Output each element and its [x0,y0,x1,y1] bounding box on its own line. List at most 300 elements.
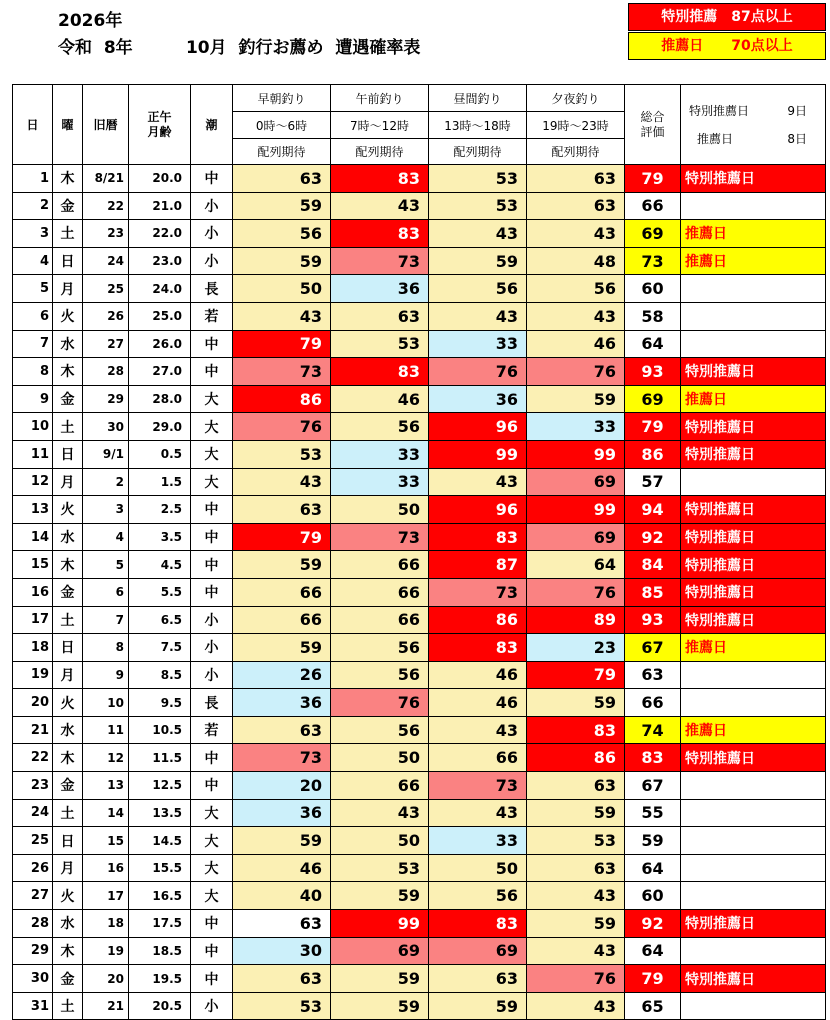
weekday-cell: 金 [53,772,83,800]
period-score-cell: 33 [429,330,527,358]
period-score-cell: 43 [429,220,527,248]
period-score-cell: 73 [331,247,429,275]
tide-cell: 長 [191,275,233,303]
total-score-cell: 63 [625,661,681,689]
lunar-date-cell: 23 [83,220,129,248]
weekday-cell: 木 [53,165,83,193]
header-era-year: 8年 [103,38,133,58]
period-score-cell: 56 [331,634,429,662]
day-cell: 30 [13,965,53,993]
period-score-cell: 36 [331,275,429,303]
period-score-cell: 53 [527,827,625,855]
recommendation-label-cell [681,689,826,717]
weekday-cell: 火 [53,302,83,330]
period-score-cell: 63 [233,965,331,993]
period-score-cell: 66 [331,606,429,634]
count-special-label: 特別推薦日 [689,103,750,118]
tide-cell: 長 [191,689,233,717]
recommendation-label-cell: 特別推薦日 [681,965,826,993]
table-row [13,192,826,220]
lunar-date-cell: 10 [83,689,129,717]
count-special-value: 9日 [787,103,807,118]
lunar-date-cell: 18 [83,910,129,938]
total-score-cell: 67 [625,772,681,800]
tide-cell: 中 [191,523,233,551]
lunar-date-cell: 19 [83,937,129,965]
period-score-cell: 46 [233,854,331,882]
moon-age-cell: 27.0 [129,358,191,386]
lunar-date-cell: 30 [83,413,129,441]
period-score-cell: 59 [331,882,429,910]
period-score-cell: 43 [331,799,429,827]
lunar-date-cell: 28 [83,358,129,386]
recommendation-label-cell: 特別推薦日 [681,606,826,634]
moon-age-header-line1: 正午 [147,109,172,124]
period-score-cell: 46 [429,689,527,717]
weekday-cell: 日 [53,634,83,662]
table-row [13,689,826,717]
period-time-header: 0時～6時 [233,112,331,139]
day-cell: 7 [13,330,53,358]
period-score-cell: 73 [429,772,527,800]
moon-age-cell: 8.5 [129,661,191,689]
period-score-cell: 50 [429,854,527,882]
total-score-cell: 69 [625,220,681,248]
recommendation-label-cell: 特別推薦日 [681,578,826,606]
day-cell: 13 [13,496,53,524]
tide-cell: 中 [191,744,233,772]
total-score-cell: 58 [625,302,681,330]
table-row [13,468,826,496]
total-score-cell: 79 [625,413,681,441]
total-score-cell: 73 [625,247,681,275]
table-row [13,302,826,330]
period-score-cell: 43 [331,192,429,220]
period-score-cell: 87 [429,551,527,579]
period-score-cell: 53 [429,192,527,220]
period-score-cell: 50 [331,744,429,772]
period-score-cell: 83 [331,220,429,248]
header-month: 10月 [185,38,227,58]
weekday-cell: 火 [53,689,83,717]
weekday-cell: 水 [53,910,83,938]
table-row [13,661,826,689]
moon-age-cell: 20.0 [129,165,191,193]
moon-age-cell: 20.5 [129,992,191,1020]
lunar-date-cell: 4 [83,523,129,551]
day-cell: 23 [13,772,53,800]
recommendation-label-cell: 推薦日 [681,220,826,248]
moon-age-cell: 23.0 [129,247,191,275]
day-cell: 19 [13,661,53,689]
moon-age-cell: 29.0 [129,413,191,441]
period-score-cell: 59 [331,965,429,993]
weekday-cell: 木 [53,358,83,386]
period-score-cell: 59 [429,992,527,1020]
period-score-cell: 99 [527,440,625,468]
lunar-date-cell: 15 [83,827,129,855]
tide-cell: 大 [191,799,233,827]
period-score-cell: 56 [429,275,527,303]
lunar-date-cell: 11 [83,716,129,744]
tide-cell: 若 [191,302,233,330]
lunar-date-cell: 26 [83,302,129,330]
period-score-cell: 66 [331,578,429,606]
period-score-cell: 66 [331,772,429,800]
lunar-date-cell: 9 [83,661,129,689]
table-row [13,744,826,772]
period-score-cell: 33 [331,468,429,496]
total-score-cell: 59 [625,827,681,855]
table-row [13,385,826,413]
period-score-cell: 59 [233,551,331,579]
period-name-header: 夕夜釣り [527,85,625,112]
moon-age-header-line2: 月齢 [147,124,172,139]
period-name-header: 昼間釣り [429,85,527,112]
tide-cell: 小 [191,192,233,220]
header-year: 2026年 [58,11,123,31]
period-score-cell: 59 [527,799,625,827]
period-score-cell: 59 [233,247,331,275]
total-score-cell: 84 [625,551,681,579]
moon-age-cell: 9.5 [129,689,191,717]
period-score-cell: 69 [331,937,429,965]
table-row [13,330,826,358]
total-score-cell: 60 [625,275,681,303]
total-score-cell: 92 [625,523,681,551]
day-cell: 12 [13,468,53,496]
period-score-cell: 83 [331,358,429,386]
period-score-cell: 99 [331,910,429,938]
period-score-cell: 59 [527,385,625,413]
weekday-cell: 水 [53,716,83,744]
period-score-cell: 43 [233,468,331,496]
tide-cell: 大 [191,440,233,468]
period-score-cell: 69 [429,937,527,965]
day-cell: 26 [13,854,53,882]
period-score-cell: 69 [527,523,625,551]
recommendation-label-cell: 特別推薦日 [681,523,826,551]
col-day-header: 日 [13,85,53,165]
day-cell: 5 [13,275,53,303]
table-row [13,716,826,744]
period-score-cell: 53 [331,330,429,358]
weekday-cell: 火 [53,496,83,524]
lunar-date-cell: 24 [83,247,129,275]
period-score-cell: 99 [429,440,527,468]
tide-cell: 大 [191,854,233,882]
moon-age-cell: 7.5 [129,634,191,662]
lunar-date-cell: 20 [83,965,129,993]
day-cell: 15 [13,551,53,579]
lunar-date-cell: 5 [83,551,129,579]
recommendation-label-cell: 特別推薦日 [681,358,826,386]
total-score-cell: 65 [625,992,681,1020]
weekday-cell: 木 [53,744,83,772]
tide-cell: 中 [191,496,233,524]
period-score-cell: 53 [233,992,331,1020]
total-score-cell: 66 [625,192,681,220]
table-row [13,578,826,606]
recommendation-label-cell [681,799,826,827]
weekday-cell: 土 [53,413,83,441]
period-score-cell: 83 [331,165,429,193]
moon-age-cell: 18.5 [129,937,191,965]
weekday-cell: 水 [53,523,83,551]
lunar-date-cell: 12 [83,744,129,772]
period-score-cell: 63 [233,910,331,938]
period-score-cell: 56 [429,882,527,910]
total-score-cell: 64 [625,854,681,882]
recommendation-label-cell: 特別推薦日 [681,551,826,579]
moon-age-cell: 28.0 [129,385,191,413]
recommendation-label-cell: 特別推薦日 [681,440,826,468]
period-score-cell: 50 [233,275,331,303]
weekday-cell: 金 [53,965,83,993]
period-score-cell: 73 [233,744,331,772]
period-score-cell: 43 [429,799,527,827]
lunar-date-cell: 13 [83,772,129,800]
recommendation-label-cell: 推薦日 [681,716,826,744]
period-score-cell: 53 [233,440,331,468]
period-score-cell: 86 [233,385,331,413]
recommendation-label-cell [681,275,826,303]
tide-cell: 小 [191,606,233,634]
moon-age-cell: 21.0 [129,192,191,220]
period-score-cell: 63 [233,165,331,193]
period-score-cell: 48 [527,247,625,275]
day-cell: 9 [13,385,53,413]
weekday-cell: 土 [53,799,83,827]
weekday-cell: 月 [53,275,83,303]
tide-cell: 小 [191,220,233,248]
period-score-cell: 33 [429,827,527,855]
period-score-cell: 63 [527,854,625,882]
lunar-date-cell: 29 [83,385,129,413]
total-score-cell: 69 [625,385,681,413]
day-cell: 3 [13,220,53,248]
day-cell: 21 [13,716,53,744]
period-score-cell: 63 [429,965,527,993]
total-score-cell: 83 [625,744,681,772]
tide-cell: 小 [191,634,233,662]
period-score-cell: 86 [429,606,527,634]
recommendation-label-cell: 特別推薦日 [681,744,826,772]
period-score-cell: 23 [527,634,625,662]
total-score-cell: 64 [625,937,681,965]
period-score-cell: 76 [233,413,331,441]
tide-cell: 中 [191,910,233,938]
period-score-cell: 59 [331,992,429,1020]
period-score-cell: 46 [527,330,625,358]
period-score-cell: 63 [233,496,331,524]
moon-age-cell: 16.5 [129,882,191,910]
tide-cell: 若 [191,716,233,744]
total-score-cell: 92 [625,910,681,938]
moon-age-cell: 0.5 [129,440,191,468]
period-score-cell: 36 [233,799,331,827]
weekday-cell: 金 [53,578,83,606]
day-cell: 24 [13,799,53,827]
day-cell: 29 [13,937,53,965]
table-row [13,882,826,910]
period-score-cell: 26 [233,661,331,689]
total-score-cell: 67 [625,634,681,662]
count-recommend-label: 推薦日 [697,131,734,146]
day-cell: 14 [13,523,53,551]
tide-cell: 小 [191,992,233,1020]
period-score-cell: 79 [527,661,625,689]
total-score-cell: 93 [625,606,681,634]
tide-cell: 中 [191,937,233,965]
table-row [13,634,826,662]
weekday-cell: 金 [53,192,83,220]
day-cell: 4 [13,247,53,275]
period-sub-header: 配列期待 [429,139,527,165]
day-cell: 16 [13,578,53,606]
day-cell: 18 [13,634,53,662]
moon-age-cell: 25.0 [129,302,191,330]
recommendation-label-cell [681,882,826,910]
table-row [13,496,826,524]
period-score-cell: 99 [527,496,625,524]
period-score-cell: 79 [233,330,331,358]
count-recommend-value: 8日 [787,131,807,146]
lunar-date-cell: 2 [83,468,129,496]
moon-age-cell: 2.5 [129,496,191,524]
table-row [13,827,826,855]
period-score-cell: 50 [331,496,429,524]
day-cell: 6 [13,302,53,330]
total-header-line1: 総合 [640,109,665,124]
recommendation-label-cell: 特別推薦日 [681,413,826,441]
col-weekday-header: 曜 [53,85,83,165]
day-cell: 31 [13,992,53,1020]
tide-cell: 中 [191,551,233,579]
period-score-cell: 89 [527,606,625,634]
period-score-cell: 59 [233,827,331,855]
period-score-cell: 59 [429,247,527,275]
period-score-cell: 43 [527,220,625,248]
table-row [13,910,826,938]
lunar-date-cell: 7 [83,606,129,634]
moon-age-cell: 13.5 [129,799,191,827]
period-score-cell: 59 [527,910,625,938]
table-row [13,937,826,965]
period-score-cell: 73 [331,523,429,551]
moon-age-cell: 22.0 [129,220,191,248]
period-score-cell: 46 [429,661,527,689]
total-score-cell: 66 [625,689,681,717]
tide-cell: 小 [191,661,233,689]
period-score-cell: 33 [527,413,625,441]
period-score-cell: 63 [527,772,625,800]
period-score-cell: 59 [233,192,331,220]
lunar-date-cell: 8 [83,634,129,662]
table-row [13,772,826,800]
legend-special: 特別推薦 87点以上 [628,3,826,31]
period-score-cell: 20 [233,772,331,800]
weekday-cell: 土 [53,220,83,248]
day-cell: 10 [13,413,53,441]
weekday-cell: 土 [53,606,83,634]
recommendation-label-cell: 特別推薦日 [681,165,826,193]
header-subtitle: 遭遇確率表 [335,38,421,58]
table-row [13,965,826,993]
period-score-cell: 63 [527,192,625,220]
table-row [13,799,826,827]
recommendation-label-cell: 特別推薦日 [681,496,826,524]
moon-age-cell: 17.5 [129,910,191,938]
weekday-cell: 月 [53,468,83,496]
total-score-cell: 79 [625,965,681,993]
total-score-cell: 93 [625,358,681,386]
header-era: 令和 [58,38,92,58]
table-row [13,413,826,441]
period-score-cell: 36 [233,689,331,717]
count-recommend-line [681,125,825,153]
period-score-cell: 79 [233,523,331,551]
tide-cell: 中 [191,772,233,800]
table-row [13,358,826,386]
lunar-date-cell: 16 [83,854,129,882]
lunar-date-cell: 17 [83,882,129,910]
total-score-cell: 64 [625,330,681,358]
period-score-cell: 59 [527,689,625,717]
moon-age-cell: 19.5 [129,965,191,993]
total-header-line2: 評価 [640,124,665,139]
recommendation-label-cell [681,468,826,496]
period-score-cell: 83 [527,716,625,744]
day-cell: 28 [13,910,53,938]
day-cell: 22 [13,744,53,772]
period-sub-header: 配列期待 [527,139,625,165]
table-row [13,551,826,579]
table-row [13,220,826,248]
period-score-cell: 66 [429,744,527,772]
period-score-cell: 56 [233,220,331,248]
period-score-cell: 43 [527,882,625,910]
period-score-cell: 66 [331,551,429,579]
period-sub-header: 配列期待 [331,139,429,165]
period-score-cell: 76 [429,358,527,386]
weekday-cell: 木 [53,551,83,579]
period-score-cell: 56 [331,716,429,744]
period-score-cell: 56 [331,661,429,689]
lunar-date-cell: 14 [83,799,129,827]
period-score-cell: 43 [527,937,625,965]
tide-cell: 大 [191,385,233,413]
weekday-cell: 月 [53,854,83,882]
period-score-cell: 76 [527,578,625,606]
total-score-cell: 55 [625,799,681,827]
lunar-date-cell: 3 [83,496,129,524]
recommendation-label-cell: 推薦日 [681,634,826,662]
total-score-cell: 86 [625,440,681,468]
period-score-cell: 56 [527,275,625,303]
period-score-cell: 43 [429,468,527,496]
period-score-cell: 59 [233,634,331,662]
legend-recommend: 推薦日 70点以上 [628,32,826,60]
total-score-cell: 57 [625,468,681,496]
lunar-date-cell: 8/21 [83,165,129,193]
header-title-line [58,33,420,58]
period-time-header: 7時～12時 [331,112,429,139]
recommendation-label-cell [681,992,826,1020]
period-score-cell: 30 [233,937,331,965]
moon-age-cell: 26.0 [129,330,191,358]
period-score-cell: 83 [429,910,527,938]
